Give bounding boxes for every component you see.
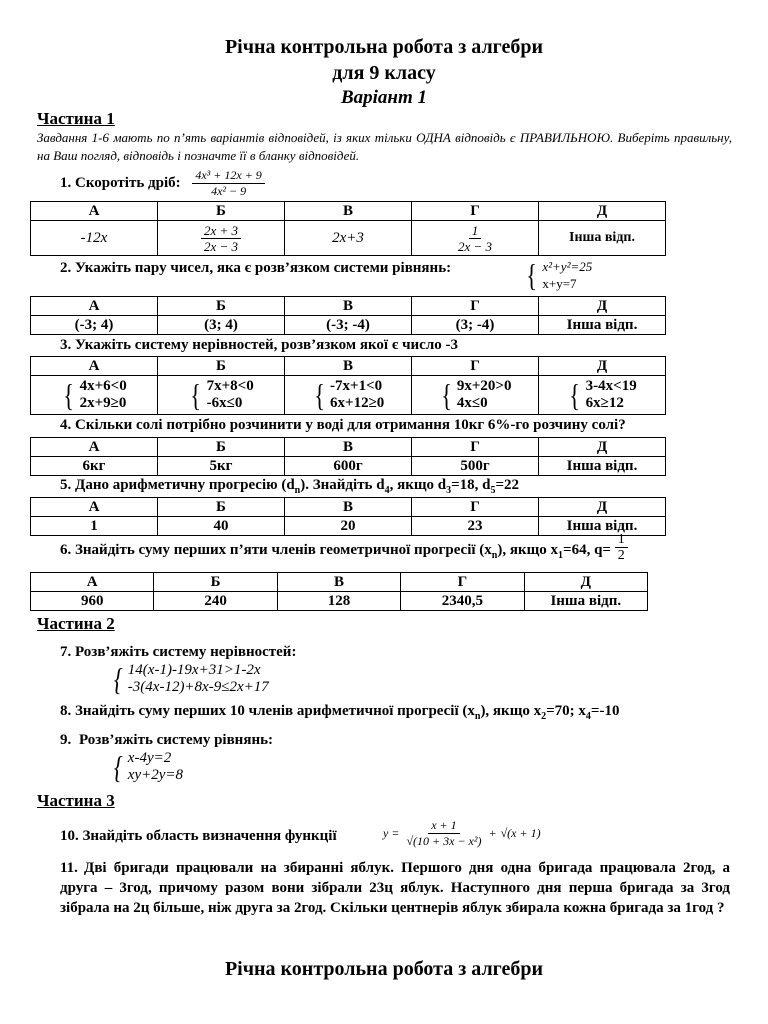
question-9: 9. Розв’яжіть систему рівнянь: [60, 732, 274, 748]
question-6: 6. Знайдіть суму перших п’яти членів геометричної прогресії $(x_n)$, якщо $x_1=64$, q= $\frac{1}{2}$ [60, 538, 628, 563]
doc-subtitle: для 9 класу [332, 62, 436, 84]
part3-heading: Частина 3 [37, 791, 115, 810]
q6-option-a: 960 [31, 592, 154, 611]
q1-option-c: 2x+3 [285, 221, 412, 256]
q3-option-b: { 7x+8<0 -6x≤0 [158, 376, 285, 415]
q4-option-e: Інша відп. [539, 457, 666, 476]
question-1: 1. Скоротіть дріб: $\frac{\text{4x³ + 12x + 9}}{\text{4x² − 9}}$ [60, 168, 265, 199]
q2-option-b: (3; 4) [158, 316, 285, 335]
question-7: 7. Розв’яжіть систему нерівностей: [60, 644, 297, 660]
q3-option-c: { -7x+1<0 6x+12≥0 [285, 376, 412, 415]
q2-answer-table: А Б В Г Д (-3; 4) (3; 4) (-3; -4) (3; -4) Інша відп. [30, 296, 666, 335]
q5-option-c: 20 [285, 517, 412, 536]
q6-option-e: Інша відп. [524, 592, 647, 611]
q5-option-e: Інша відп. [539, 517, 666, 536]
question-10: 10. Знайдіть область визначення функції [60, 828, 337, 844]
q5-option-a: 1 [31, 517, 158, 536]
q2-option-e: Інша відп. [539, 316, 666, 335]
q1-fraction: $\frac{\text{4x³ + 12x + 9}}{\text{4x² − 9}}$ [192, 168, 264, 199]
q3-option-a: { 4x+6<0 2x+9≥0 [31, 376, 158, 415]
q3-option-d: { 9x+20>0 4x≤0 [412, 376, 539, 415]
q6-answer-table: А Б В Г Д 960 240 128 2340,5 Інша відп. [30, 572, 648, 611]
q2-system: { x²+y²=25 x+y=7 [526, 257, 593, 293]
q9-system: { x-4y=2 xy+2y=8 [113, 749, 184, 785]
q6-option-c: 128 [277, 592, 400, 611]
part1-instruction: Завдання 1-6 мають по п’ять варіантів відповідей, із яких тільки ОДНА відповідь є ПРАВИЛЬНОЮ. Виберіть правильну, на Ваш погляд, відповідь і позначте її в бланку відповідей. [37, 130, 732, 163]
q1-option-a: -12x [31, 221, 158, 256]
question-11: 11. Дві бригади працювали на збиранні яблук. Першого дня одна бригада працювала 2год, а друга – 3год, причому разом вони зібрали 23ц яблук. Наступного дня перша бригада за 3год зібрала на 2ц більше, ніж друга за 2год. Скільки центнерів яблук збирала кожна бригада за 1год ? [60, 860, 730, 916]
part1-heading: Частина 1 [37, 109, 115, 128]
question-2: 2. Укажіть пару чисел, яка є розв’язком системи рівнянь: [60, 260, 452, 276]
q4-option-a: 6кг [31, 457, 158, 476]
q2-option-d: (3; -4) [412, 316, 539, 335]
question-4: 4. Скільки солі потрібно розчинити у воді для отримання 10кг 6%-го розчину солі? [60, 417, 626, 433]
q4-option-d: 500г [412, 457, 539, 476]
question-5: 5. Дано арифметичну прогресію $(d_n)$. Знайдіть $d_4$, якщо $d_3=18$, $d_5=22$ [60, 477, 520, 496]
question-3: 3. Укажіть систему нерівностей, розв’язком якої є число -3 [60, 337, 458, 353]
q5-answer-table: А Б В Г Д 1 40 20 23 Інша відп. [30, 497, 666, 536]
q3-option-e: { 3-4x<19 6x≥12 [539, 376, 666, 415]
q10-function: y = $\frac{x + 1}{\text{√(10 + 3x − x²)}}$ + √(x + 1) [383, 818, 541, 848]
q1-option-d: $\frac{1}{2x - 3}$ [412, 221, 539, 256]
question-8: 8. Знайдіть суму перших 10 членів арифметичної прогресії $(x_n)$, якщо $x_2=70$; $x_4=-10$ [60, 703, 620, 722]
next-page-title: Річна контрольна робота з алгебри [224, 958, 544, 980]
part2-heading: Частина 2 [37, 614, 115, 633]
q3-answer-table: А Б В Г Д { 4x+6<0 2x+9≥0 { 7x+8<0 -6x≤0 { -7x+1<0 6x+12≥0 { 9x+20>0 4x≤0 { 3-4x<19 6x≥12 [30, 356, 666, 415]
q6-option-b: 240 [154, 592, 277, 611]
doc-title: Річна контрольна робота з алгебри [224, 36, 544, 58]
q4-option-b: 5кг [158, 457, 285, 476]
q7-system: { 14(x-1)-19x+31>1-2x -3(4x-12)+8x-9≤2x+17 [113, 661, 269, 697]
q6-option-d: 2340,5 [401, 592, 524, 611]
q5-option-d: 23 [412, 517, 539, 536]
q4-answer-table: А Б В Г Д 6кг 5кг 600г 500г Інша відп. [30, 437, 666, 476]
q5-option-b: 40 [158, 517, 285, 536]
q6-ratio: $\frac{1}{2}$ [615, 532, 628, 563]
q2-option-c: (-3; -4) [285, 316, 412, 335]
q1-option-b: $\frac{2x + 3}{2x - 3}$ [158, 221, 285, 256]
q4-option-c: 600г [285, 457, 412, 476]
variant-label: Варіант 1 [340, 87, 428, 108]
q2-option-a: (-3; 4) [31, 316, 158, 335]
q1-option-e: Інша відп. [539, 221, 666, 256]
q1-answer-table: А Б В Г Д -12x $\frac{2x + 3}{2x - 3}$ 2x+3 $\frac{1}{2x - 3}$ Інша відп. [30, 201, 666, 256]
